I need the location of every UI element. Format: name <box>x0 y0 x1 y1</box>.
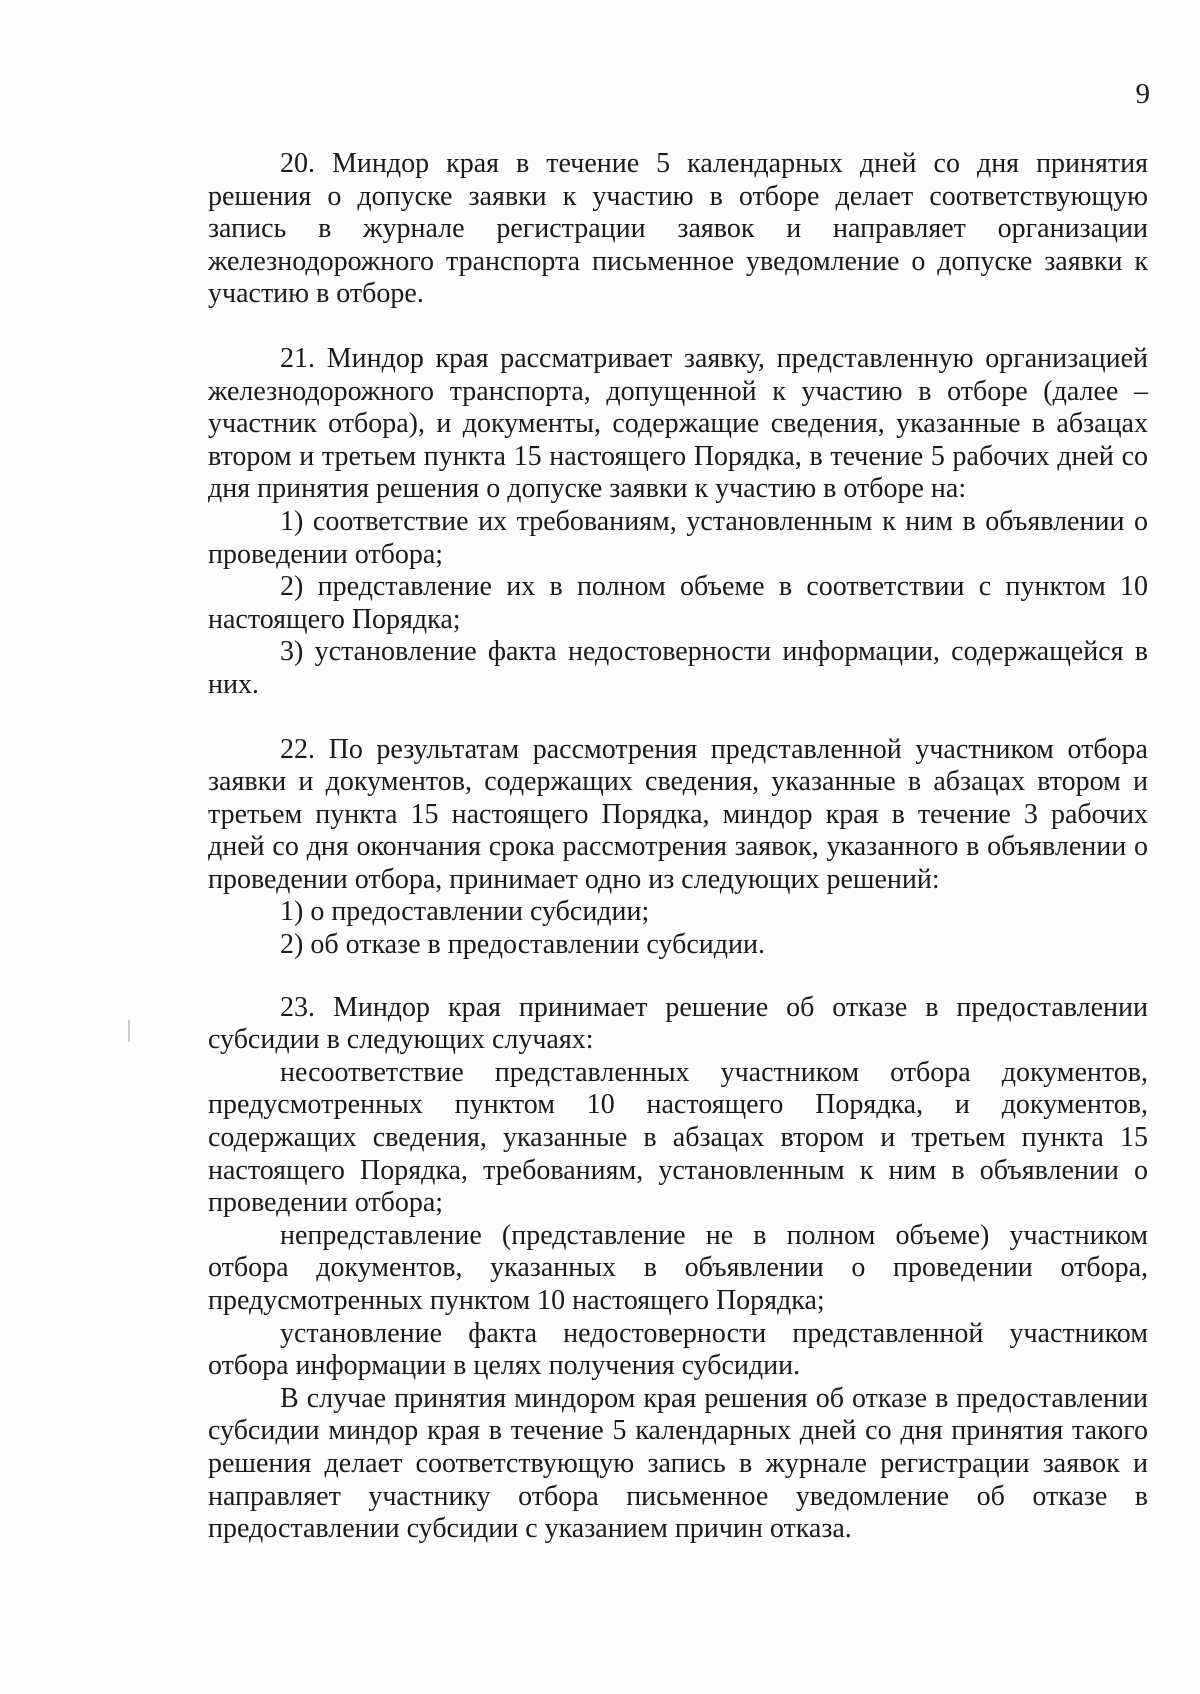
paragraph-23: 23. Миндор края принимает решение об отказе в предоставлении субсидии в следующих случаях: <box>208 991 1148 1056</box>
paragraph-22: 22. По результатам рассмотрения представленной участником отбора заявки и документов, содержащих сведения, указанные в абзацах втором и третьем пункта 15 настоящего Порядка, миндор края в течение 3 рабочих дней со дня окончания срока рассмотрения заявок, указанного в объявлении о проведении отбора, принимает одно из следующих решений: <box>208 733 1148 895</box>
paragraph-23-case-3: установление факта недостоверности представленной участником отбора информации в целях получения субсидии. <box>208 1317 1148 1382</box>
document-body <box>208 148 1148 1546</box>
scan-artifact <box>128 1020 130 1042</box>
paragraph-21-item-2: 2) представление их в полном объеме в соответствии с пунктом 10 настоящего Порядка; <box>208 571 1148 635</box>
paragraph-23-refusal-notice: В случае принятия миндором края решения об отказе в предоставлении субсидии миндор края в течение 5 календарных дней со дня принятия такого решения делает соответствующую запись в журнале регистрации заявок и направляет участнику отбора письменное уведомление об отказе в предоставлении субсидии с указанием причин отказа. <box>208 1382 1148 1545</box>
paragraph-22-item-2: 2) об отказе в предоставлении субсидии. <box>280 929 765 961</box>
paragraph-21-item-1: 1) соответствие их требованиям, установленным к ним в объявлении о проведении отбора; <box>208 505 1148 570</box>
paragraph-21: 21. Миндор края рассматривает заявку, представленную организацией железнодорожного транспорта, допущенной к участию в отборе (далее – участник отбора), и документы, содержащие сведения, указанные в абзацах втором и третьем пункта 15 настоящего Порядка, в течение 5 рабочих дней со дня принятия решения о допуске заявки к участию в отборе на: <box>208 342 1148 505</box>
paragraph-22-item-1: 1) о предоставлении субсидии; <box>280 896 650 928</box>
paragraph-23-case-2: непредставление (представление не в полном объеме) участником отбора документов, указанных в объявлении о проведении отбора, предусмотренных пунктом 10 настоящего Порядка; <box>208 1219 1148 1316</box>
page-number: 9 <box>1135 78 1150 110</box>
paragraph-23-case-1: несоответствие представленных участником отбора документов, предусмотренных пунктом 10 настоящего Порядка, и документов, содержащих сведения, указанные в абзацах втором и третьем пункта 15 настоящего Порядка, требованиям, установленным к ним в объявлении о проведении отбора; <box>208 1056 1148 1219</box>
paragraph-20: 20. Миндор края в течение 5 календарных дней со дня принятия решения о допуске заявки к участию в отборе делает соответствующую запись в журнале регистрации заявок и направляет организации железнодорожного транспорта письменное уведомление о допуске заявки к участию в отборе. <box>208 148 1148 310</box>
paragraph-21-item-3: 3) установление факта недостоверности информации, содержащейся в них. <box>208 636 1148 700</box>
